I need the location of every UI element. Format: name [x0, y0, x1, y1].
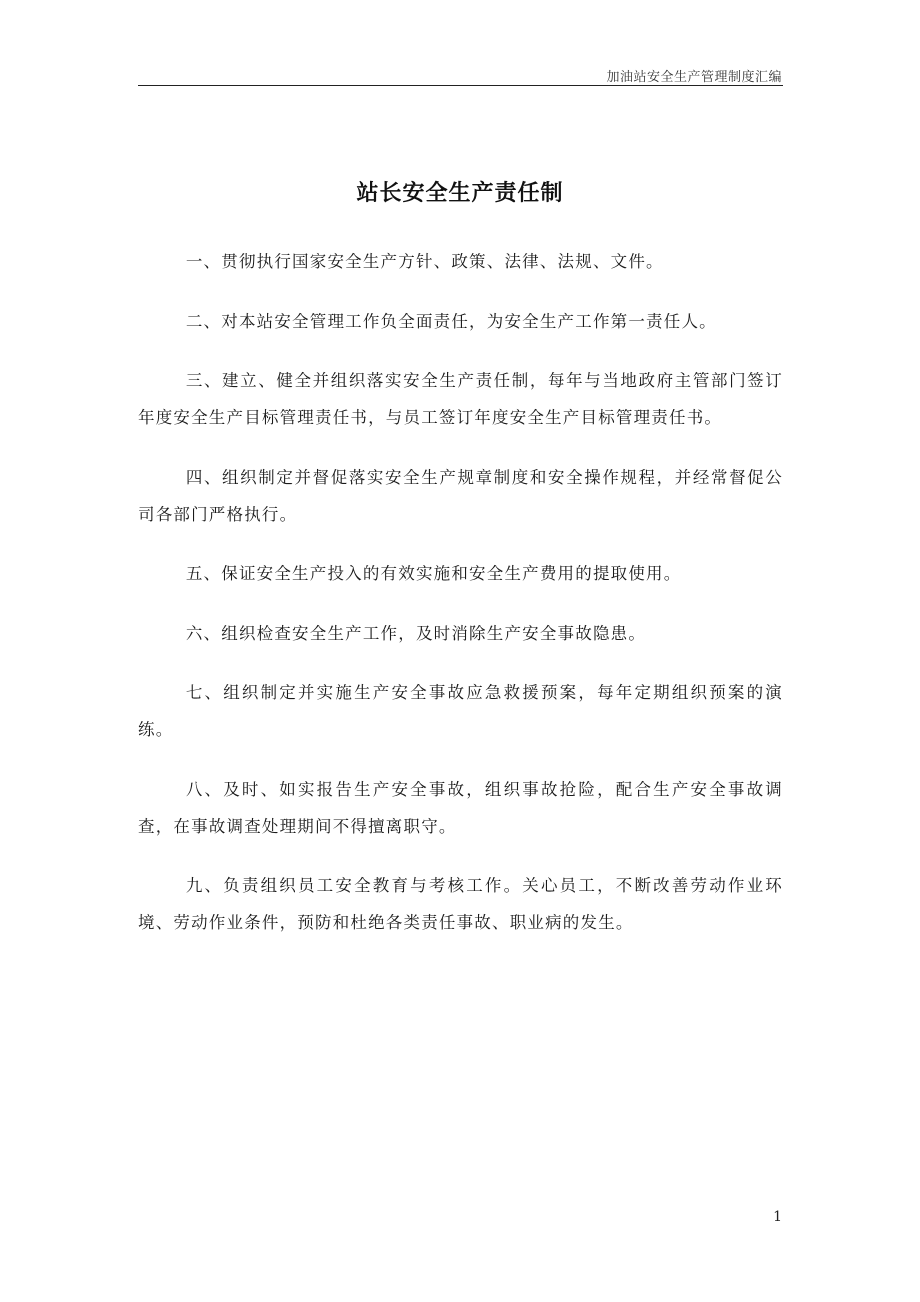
paragraph-8: 八、及时、如实报告生产安全事故，组织事故抢险，配合生产安全事故调查，在事故调查处理期间不得擅离职守。 — [138, 779, 783, 836]
paragraph-2: 二、对本站安全管理工作负全面责任，为安全生产工作第一责任人。 — [185, 311, 717, 331]
header-divider — [138, 85, 783, 86]
header-title: 加油站安全生产管理制度汇编 — [606, 70, 782, 85]
paragraph-6: 六、组织检查安全生产工作，及时消除生产安全事故隐患。 — [185, 623, 647, 643]
paragraph-4: 四、组织制定并督促落实安全生产规章制度和安全操作规程，并经常督促公司各部门严格执行。 — [138, 467, 783, 524]
paragraph-7: 七、组织制定并实施生产安全事故应急救援预案，每年定期组织预案的演练。 — [138, 683, 783, 739]
paragraph-9: 九、负责组织员工安全教育与考核工作。关心员工，不断改善劳动作业环境、劳动作业条件，预防和杜绝各类责任事故、职业病的发生。 — [138, 876, 783, 932]
paragraph-3: 三、建立、健全并组织落实安全生产责任制，每年与当地政府主管部门签订年度安全生产目标管理责任书，与员工签订年度安全生产目标管理责任书。 — [138, 371, 783, 427]
document-title: 站长安全生产责任制 — [356, 181, 564, 206]
document-body — [138, 243, 783, 964]
page-number: 1 — [773, 1209, 782, 1225]
paragraph-1: 一、贯彻执行国家安全生产方针、政策、法律、法规、文件。 — [185, 252, 664, 271]
paragraph-5: 五、保证安全生产投入的有效实施和安全生产费用的提取使用。 — [185, 564, 682, 583]
